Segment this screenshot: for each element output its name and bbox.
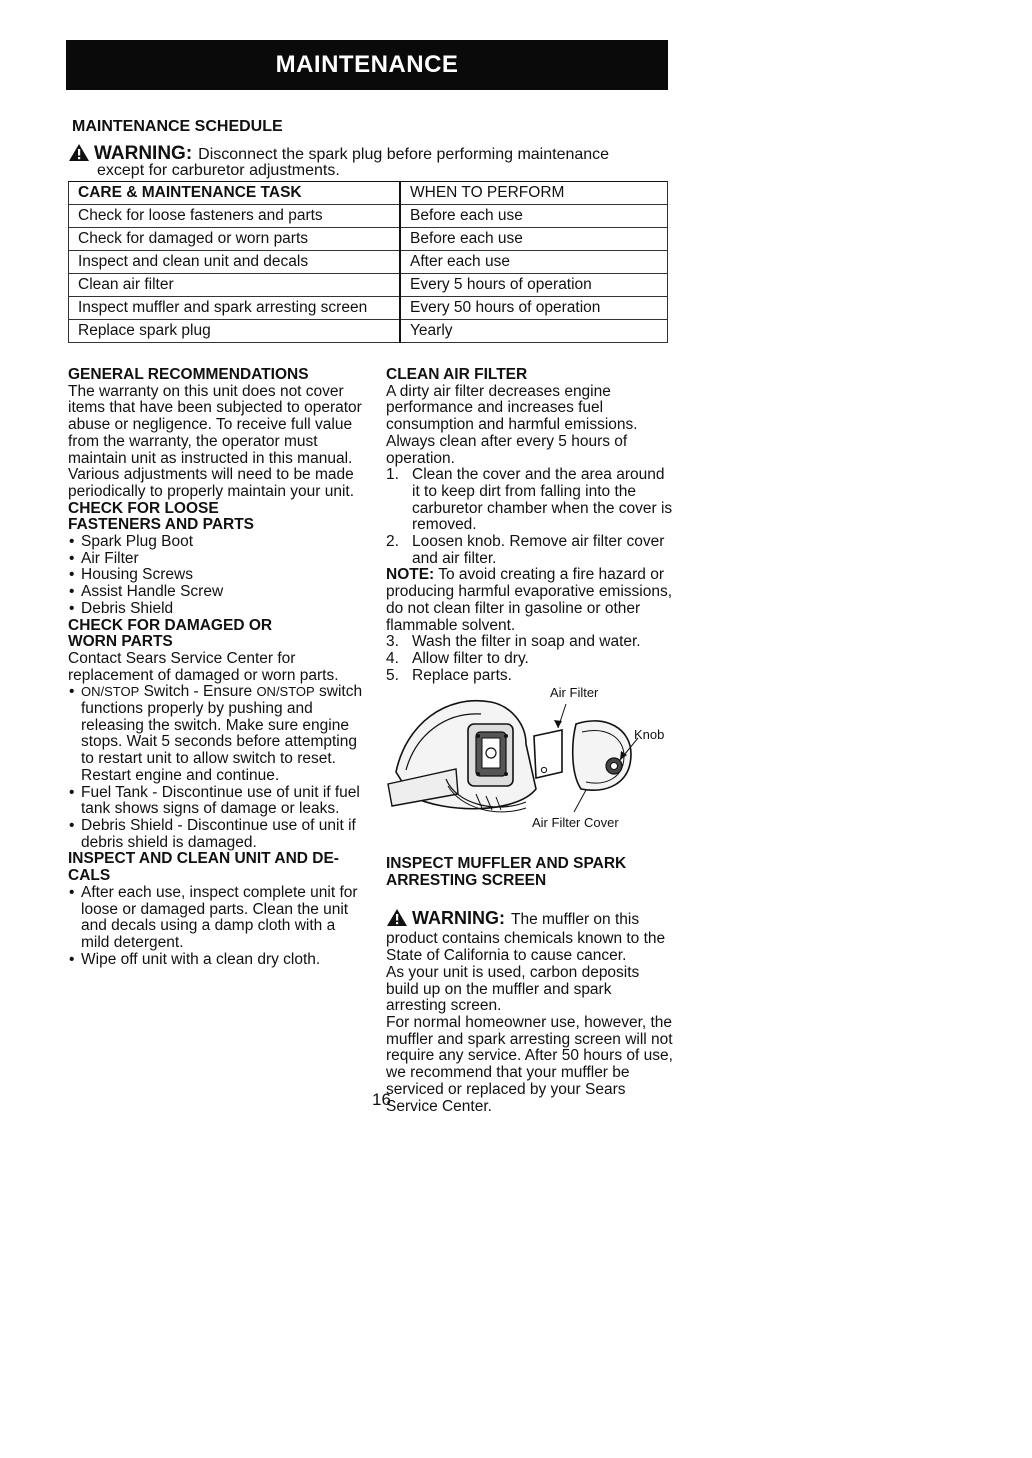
step-text: Clean the cover and the area around it to keep dirt from falling into the carburetor chamber when the cover is removed.	[412, 466, 673, 534]
list-item-onstop	[68, 684, 363, 784]
step-text: Loosen knob. Remove air filter cover and air filter.	[412, 533, 665, 567]
warning-label: WARNING:	[94, 143, 193, 164]
maintenance-schedule-table	[68, 181, 668, 343]
note	[386, 567, 676, 634]
list-item: • After each use, inspect complete unit for loose or damaged parts. Clean the unit and decals using a damp cloth with a mild detergent.	[68, 885, 363, 952]
list-item: • Air Filter	[68, 551, 363, 568]
step-item	[386, 534, 676, 567]
onstop-text-a: Switch - Ensure	[139, 683, 257, 701]
note-text: To avoid creating a fire hazard or producing harmful evaporative emissions, do not clean filter in gasoline or other flammable solvent.	[386, 566, 673, 634]
list-item: • Spark Plug Boot	[68, 534, 363, 551]
air-filter-label: Air Filter	[550, 685, 599, 701]
when-cell: After each use	[400, 251, 668, 274]
air-filter-steps-continued	[386, 634, 676, 684]
knob-label: Knob	[634, 727, 665, 743]
table-header-row	[69, 182, 668, 205]
task-cell: Inspect and clean unit and decals	[69, 251, 401, 274]
step-number: 4.	[386, 649, 399, 667]
step-text: Wash the filter in soap and water.	[412, 633, 641, 651]
table-row	[69, 228, 668, 251]
warning-triangle-icon	[386, 908, 408, 932]
general-recommendations-text: The warranty on this unit does not cover items that have been subjected to operator abuse or negligence. To receive full value from the warranty, the operator must maintain unit as instructed in this manual. Various adjustments will need to be made periodically to properly maintain your unit.	[68, 382, 362, 500]
onstop-text-b: switch functions properly by pushing and releasing the switch. Make sure engine stops. Wait 5 seconds before attempting to restart unit to allow switch to reset. Restart engine and continue.	[81, 683, 363, 784]
schedule-title: MAINTENANCE SCHEDULE	[72, 118, 283, 135]
warning-triangle-icon	[68, 143, 90, 167]
damaged-parts-list	[68, 684, 363, 851]
list-item: • Assist Handle Screw	[68, 584, 363, 601]
table-row	[69, 274, 668, 297]
task-cell: Clean air filter	[69, 274, 401, 297]
clean-air-filter-heading: CLEAN AIR FILTER	[386, 366, 528, 383]
step-number: 1.	[386, 466, 399, 484]
step-number: 3.	[386, 633, 399, 651]
table-row	[69, 297, 668, 320]
when-cell: Every 50 hours of operation	[400, 297, 668, 320]
damaged-parts-heading-line2: WORN PARTS	[68, 633, 173, 651]
muffler-heading-line1: INSPECT MUFFLER AND SPARK	[386, 855, 627, 873]
step-item	[386, 651, 676, 668]
step-text: Allow filter to dry.	[412, 649, 529, 667]
list-item: • Debris Shield	[68, 601, 363, 618]
onstop-label-2: ON/STOP	[256, 684, 315, 700]
table-row	[69, 205, 668, 228]
list-item-debris-shield: • Debris Shield - Discontinue use of unit if debris shield is damaged.	[68, 818, 363, 851]
step-text: Replace parts.	[412, 666, 512, 684]
air-filter-cover-label: Air Filter Cover	[532, 815, 619, 831]
table-row	[69, 251, 668, 274]
damaged-parts-heading-line1: CHECK FOR DAMAGED OR	[68, 616, 273, 634]
section-banner: MAINTENANCE	[66, 40, 668, 90]
warning-label: WARNING:	[412, 907, 505, 928]
task-cell: Check for loose fasteners and parts	[69, 205, 401, 228]
list-item: • Wipe off unit with a clean dry cloth.	[68, 952, 363, 969]
loose-fasteners-heading-line1: CHECK FOR LOOSE	[68, 499, 219, 517]
loose-fasteners-heading-line2: FASTENERS AND PARTS	[68, 516, 255, 534]
task-cell: Replace spark plug	[69, 320, 401, 343]
left-column	[68, 367, 363, 968]
muffler-paragraph-1: As your unit is used, carbon deposits build up on the muffler and spark arresting screen.	[386, 963, 640, 1015]
air-filter-drawing	[386, 684, 676, 834]
warning-text-continued: except for carburetor adjustments.	[97, 162, 340, 179]
loose-fasteners-list	[68, 534, 363, 618]
column-header-task: CARE & MAINTENANCE TASK	[69, 182, 401, 205]
list-item: • Housing Screws	[68, 567, 363, 584]
general-recommendations-heading: GENERAL RECOMMENDATIONS	[68, 366, 309, 383]
muffler-warning	[386, 908, 676, 965]
inspect-clean-heading-line1: INSPECT AND CLEAN UNIT AND DE-	[68, 850, 339, 868]
when-cell: Every 5 hours of operation	[400, 274, 668, 297]
step-item	[386, 634, 676, 651]
onstop-label: ON/STOP	[81, 684, 140, 700]
table-row	[69, 320, 668, 343]
air-filter-steps	[386, 467, 676, 567]
task-cell: Inspect muffler and spark arresting screen	[69, 297, 401, 320]
muffler-heading-line2: ARRESTING SCREEN	[386, 872, 547, 890]
when-cell: Before each use	[400, 228, 668, 251]
warning-text: Disconnect the spark plug before performing maintenance	[198, 146, 610, 163]
step-number: 5.	[386, 666, 399, 684]
inspect-clean-list	[68, 885, 363, 969]
column-header-when: WHEN TO PERFORM	[400, 182, 668, 205]
right-column	[386, 367, 676, 1115]
muffler-paragraph-2: For normal homeowner use, however, the muffler and spark arresting screen will not require any service. After 50 hours of use, we recommend that your muffler be serviced or replaced by your Sears Service Center.	[386, 1013, 673, 1115]
damaged-parts-text: Contact Sears Service Center for replacement of damaged or worn parts.	[68, 649, 339, 684]
clean-air-filter-text: A dirty air filter decreases engine performance and increases fuel consumption and harmful emissions. Always clean after every 5 hours of operation.	[386, 382, 638, 467]
when-cell: Yearly	[400, 320, 668, 343]
muffler-warning-text: The muffler on this product contains chemicals known to the State of California to cause cancer.	[386, 910, 666, 965]
task-cell: Check for damaged or worn parts	[69, 228, 401, 251]
step-item	[386, 668, 676, 685]
step-number: 2.	[386, 533, 399, 551]
page-number: 16	[372, 1090, 391, 1109]
inspect-clean-heading-line2: CALS	[68, 867, 111, 885]
list-item-fuel-tank: • Fuel Tank - Discontinue use of unit if fuel tank shows signs of damage or leaks.	[68, 785, 363, 818]
note-label: NOTE:	[386, 566, 435, 584]
when-cell: Before each use	[400, 205, 668, 228]
step-item	[386, 467, 676, 534]
air-filter-illustration	[386, 684, 676, 834]
